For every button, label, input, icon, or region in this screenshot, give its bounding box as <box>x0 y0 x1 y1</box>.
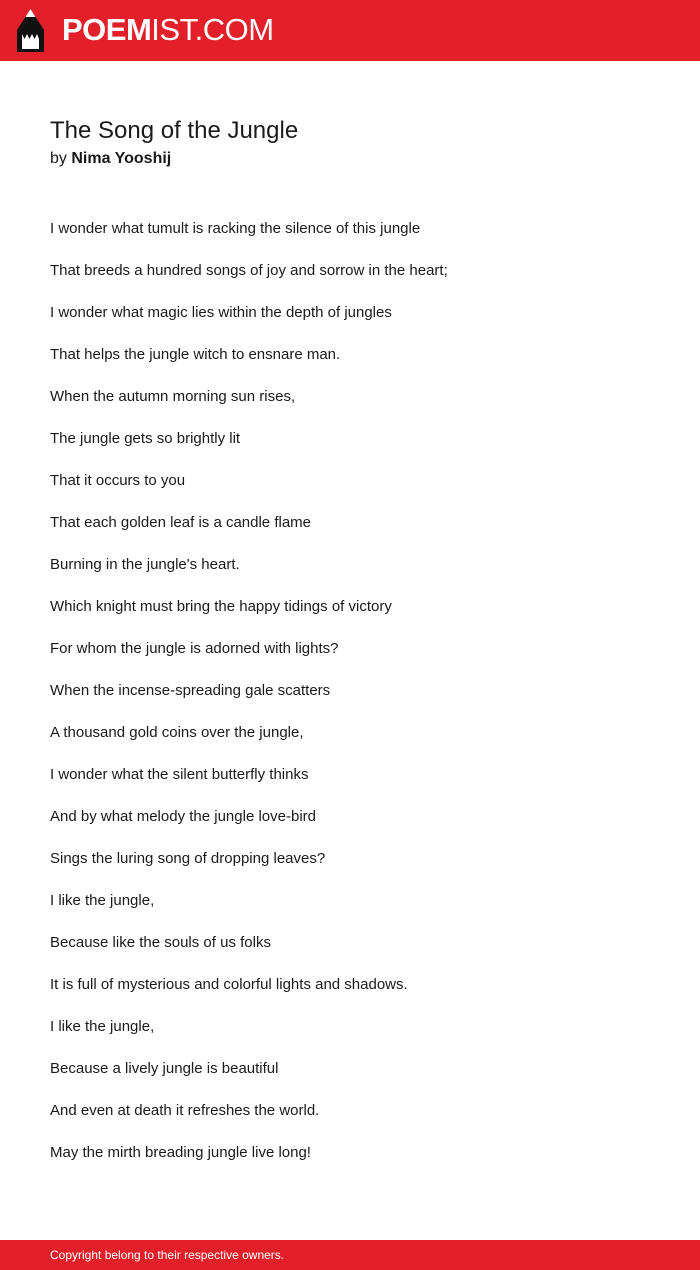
poem-line: When the autumn morning sun rises, <box>50 388 296 405</box>
site-footer <box>0 1240 700 1270</box>
poem-line: And even at death it refreshes the world. <box>50 1102 320 1119</box>
poem-title: The Song of the Jungle <box>50 117 299 144</box>
by-label: by <box>50 150 67 167</box>
poem-line: And by what melody the jungle love-bird <box>50 808 316 825</box>
poem-byline <box>50 148 171 170</box>
poem-line: That each golden leaf is a candle flame <box>50 514 311 531</box>
poem-body <box>50 218 650 1184</box>
poem-line: When the incense-spreading gale scatters <box>50 682 331 699</box>
poem-line: I wonder what tumult is racking the silence of this jungle <box>50 220 421 237</box>
poem-line: Because a lively jungle is beautiful <box>50 1060 279 1077</box>
poem-line: That it occurs to you <box>50 472 186 489</box>
poem-line: The jungle gets so brightly lit <box>50 430 241 447</box>
copyright-text: Copyright belong to their respective owners. <box>50 1248 285 1262</box>
pencil-icon[interactable] <box>17 9 44 52</box>
site-header <box>0 0 700 61</box>
site-logo-text[interactable] <box>62 11 274 49</box>
brand-light-part: IST.COM <box>151 12 274 47</box>
poem-line: For whom the jungle is adorned with lights? <box>50 640 339 657</box>
poem-line: Sings the luring song of dropping leaves? <box>50 850 326 867</box>
poem-line: Because like the souls of us folks <box>50 934 271 951</box>
poem-line: I wonder what the silent butterfly thinks <box>50 766 309 783</box>
poem-line: Burning in the jungle's heart. <box>50 556 240 573</box>
poem-line: I wonder what magic lies within the depth of jungles <box>50 304 392 321</box>
poem-line: I like the jungle, <box>50 1018 155 1035</box>
brand-bold-part: POEM <box>62 12 152 47</box>
poem-author: Nima Yooshij <box>71 150 172 167</box>
poem-line: That breeds a hundred songs of joy and sorrow in the heart; <box>50 262 448 279</box>
poem-line: A thousand gold coins over the jungle, <box>50 724 304 741</box>
poem-line: That helps the jungle witch to ensnare man. <box>50 346 341 363</box>
poem-line: I like the jungle, <box>50 892 155 909</box>
poem-line: Which knight must bring the happy tidings of victory <box>50 598 392 615</box>
poem-line: It is full of mysterious and colorful lights and shadows. <box>50 976 408 993</box>
poem-line: May the mirth breading jungle live long! <box>50 1144 311 1161</box>
